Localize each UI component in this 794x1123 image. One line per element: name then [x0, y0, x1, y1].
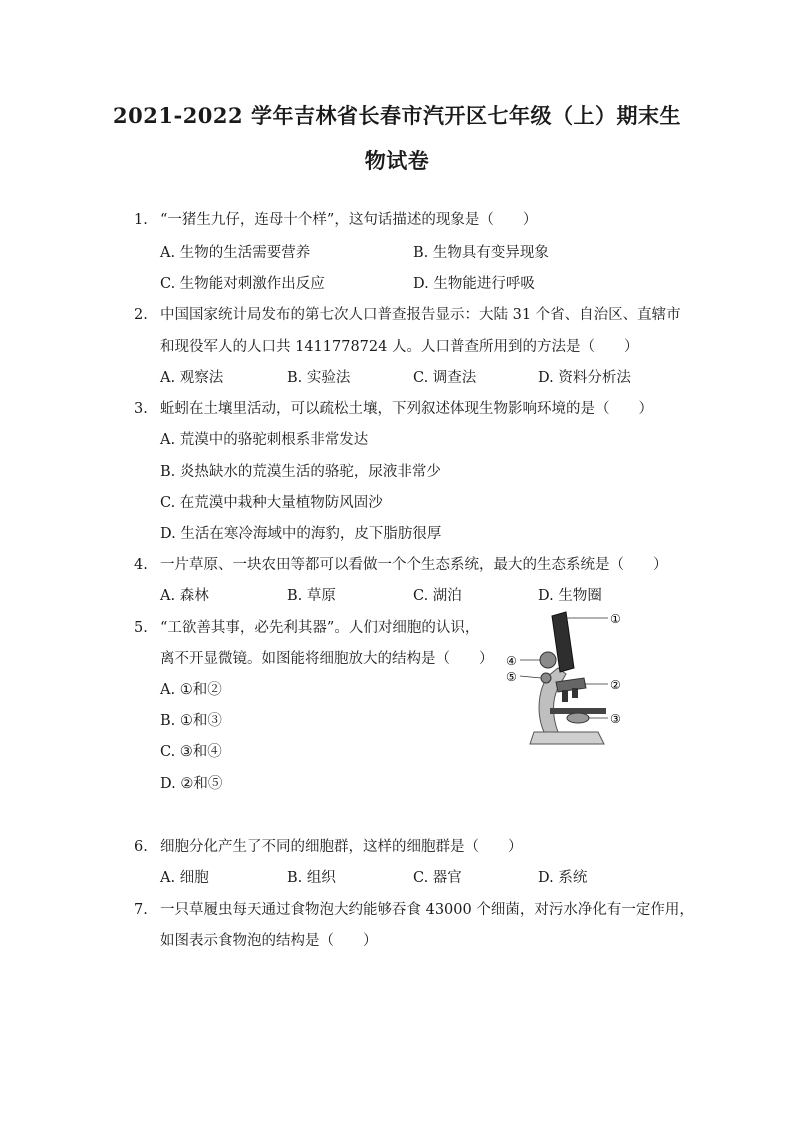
option-c: C. 生物能对刺激作出反应 — [160, 276, 325, 292]
option-a: A. 荒漠中的骆驼刺根系非常发达 — [160, 432, 369, 448]
option-a: A. 生物的生活需要营养 — [160, 245, 311, 261]
microscope-figure — [486, 604, 648, 754]
question-number: 7. — [134, 902, 148, 918]
question-stem: “工欲善其事，必先利其器”。人们对细胞的认识， — [160, 620, 480, 636]
option-c: C. 器官 — [413, 870, 462, 886]
label-3: ③ — [610, 712, 621, 726]
option-d: D. 生物能进行呼吸 — [413, 276, 535, 292]
question-stem: 中国国家统计局发布的第七次人口普查报告显示：大陆 31 个省、自治区、直辖市 — [160, 307, 681, 323]
question-number: 3. — [134, 401, 148, 417]
fine-adjustment-knob — [541, 673, 551, 683]
page-title: 2021-2022 学年吉林省长春市汽开区七年级（上）期末生 — [113, 103, 681, 128]
option-b: B. 炎热缺水的荒漠生活的骆驼，尿液非常少 — [160, 464, 441, 480]
option-c: C. 调查法 — [413, 370, 477, 386]
label-2: ② — [610, 678, 621, 692]
question-stem: 细胞分化产生了不同的细胞群，这样的细胞群是（ ） — [160, 839, 523, 855]
question-number: 4. — [134, 557, 148, 573]
option-a: A. ①和② — [160, 682, 222, 698]
option-c: C. 在荒漠中栽种大量植物防风固沙 — [160, 495, 383, 511]
question-number: 2. — [134, 307, 148, 323]
option-c: C. 湖泊 — [413, 588, 462, 604]
question-stem: 一片草原、一块农田等都可以看做一个个生态系统，最大的生态系统是（ ） — [160, 557, 668, 573]
question-number: 5. — [134, 620, 148, 636]
option-b: B. 实验法 — [287, 370, 351, 386]
label-1: ① — [610, 612, 621, 626]
question-stem: “一猪生九仔，连母十个样”，这句话描述的现象是（ ） — [160, 212, 538, 228]
question-number: 1. — [134, 212, 148, 228]
objective-lens — [572, 688, 578, 698]
option-d: D. 生活在寒冷海域中的海豹，皮下脂肪很厚 — [160, 526, 442, 542]
option-a: A. 细胞 — [160, 870, 209, 886]
option-d: D. 生物圈 — [538, 588, 602, 604]
question-stem-line: 如图表示食物泡的结构是（ ） — [160, 933, 378, 949]
microscope-mirror — [567, 713, 589, 723]
option-d: D. 资料分析法 — [538, 370, 631, 386]
option-b: B. ①和③ — [160, 713, 222, 729]
option-b: B. 生物具有变异现象 — [413, 245, 549, 261]
label-4: ④ — [506, 654, 517, 668]
option-b: B. 草原 — [287, 588, 336, 604]
label-5: ⑤ — [506, 670, 517, 684]
leader-line — [520, 676, 541, 678]
option-a: A. 森林 — [160, 588, 209, 604]
coarse-adjustment-knob — [540, 652, 556, 668]
option-d: D. ②和⑤ — [160, 776, 223, 792]
option-d: D. 系统 — [538, 870, 588, 886]
question-number: 6. — [134, 839, 148, 855]
question-stem: 一只草履虫每天通过食物泡大约能够吞食 43000 个细菌，对污水净化有一定作用， — [160, 902, 694, 918]
microscope-base — [530, 732, 604, 744]
option-c: C. ③和④ — [160, 744, 222, 760]
question-stem: 蚯蚓在土壤里活动，可以疏松土壤，下列叙述体现生物影响环境的是（ ） — [160, 401, 653, 417]
page-title-continued: 物试卷 — [364, 148, 430, 173]
question-stem-line: 离不开显微镜。如图能将细胞放大的结构是（ ） — [160, 651, 494, 667]
option-a: A. 观察法 — [160, 370, 224, 386]
objective-lens — [562, 690, 568, 702]
option-b: B. 组织 — [287, 870, 336, 886]
question-stem-line: 和现役军人的人口共 1411778724 人。人口普查所用到的方法是（ ） — [160, 339, 639, 355]
